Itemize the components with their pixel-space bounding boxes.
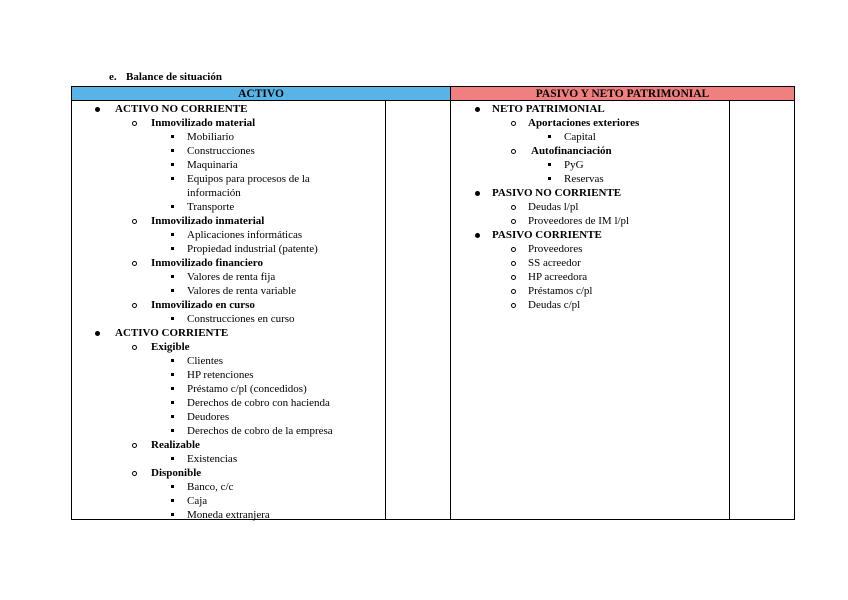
list-item: Inmovilizado material [72, 116, 385, 130]
list-item: Propiedad industrial (patente) [72, 242, 385, 256]
list-item: Proveedores [452, 242, 732, 256]
square-bullet-icon [171, 163, 174, 166]
bullet-icon [475, 233, 480, 238]
square-bullet-icon [171, 457, 174, 460]
circle-bullet-icon [511, 303, 516, 308]
list-item: Deudas c/pl [452, 298, 732, 312]
section-number: e. [109, 71, 117, 83]
circle-bullet-icon [511, 121, 516, 126]
square-bullet-icon [171, 247, 174, 250]
square-bullet-icon [171, 387, 174, 390]
square-bullet-icon [548, 135, 551, 138]
list-item: Inmovilizado inmaterial [72, 214, 385, 228]
pasivo-column [452, 102, 732, 312]
section-heading [109, 71, 222, 84]
activo-amount-divider [385, 101, 386, 519]
list-item: Banco, c/c [72, 480, 385, 494]
circle-bullet-icon [511, 261, 516, 266]
balance-table [71, 86, 795, 520]
square-bullet-icon [171, 485, 174, 488]
square-bullet-icon [171, 499, 174, 502]
list-item: Inmovilizado en curso [72, 298, 385, 312]
list-item: Préstamos c/pl [452, 284, 732, 298]
square-bullet-icon [171, 359, 174, 362]
square-bullet-icon [171, 177, 174, 180]
list-item: PASIVO CORRIENTE [452, 228, 732, 242]
pasivo-header: PASIVO Y NETO PATRIMONIAL [451, 87, 794, 101]
list-item: Clientes [72, 354, 385, 368]
list-item: Derechos de cobro con hacienda [72, 396, 385, 410]
square-bullet-icon [171, 513, 174, 516]
circle-bullet-icon [132, 121, 137, 126]
list-item: Aportaciones exteriores [452, 116, 732, 130]
list-item: Construcciones [72, 144, 385, 158]
circle-bullet-icon [132, 219, 137, 224]
column-divider [450, 101, 451, 519]
square-bullet-icon [548, 163, 551, 166]
list-item: Existencias [72, 452, 385, 466]
bullet-icon [95, 331, 100, 336]
list-item: HP retenciones [72, 368, 385, 382]
list-item: Deudas l/pl [452, 200, 732, 214]
list-item: Capital [452, 130, 732, 144]
list-item: Deudores [72, 410, 385, 424]
square-bullet-icon [171, 429, 174, 432]
square-bullet-icon [548, 177, 551, 180]
list-item: Construcciones en curso [72, 312, 385, 326]
list-item: SS acreedor [452, 256, 732, 270]
list-item: Inmovilizado financiero [72, 256, 385, 270]
list-item: Aplicaciones informáticas [72, 228, 385, 242]
bullet-icon [475, 107, 480, 112]
circle-bullet-icon [511, 219, 516, 224]
square-bullet-icon [171, 149, 174, 152]
list-item: Maquinaria [72, 158, 385, 172]
square-bullet-icon [171, 373, 174, 376]
square-bullet-icon [171, 415, 174, 418]
circle-bullet-icon [132, 443, 137, 448]
list-item: ACTIVO NO CORRIENTE [72, 102, 385, 116]
list-item: Caja [72, 494, 385, 508]
square-bullet-icon [171, 317, 174, 320]
list-item: Mobiliario [72, 130, 385, 144]
list-item: ACTIVO CORRIENTE [72, 326, 385, 340]
list-item: NETO PATRIMONIAL [452, 102, 732, 116]
list-item: Valores de renta variable [72, 284, 385, 298]
square-bullet-icon [171, 233, 174, 236]
list-item: Realizable [72, 438, 385, 452]
circle-bullet-icon [511, 247, 516, 252]
activo-header: ACTIVO [72, 87, 451, 101]
list-item: Autofinanciación [452, 144, 732, 158]
square-bullet-icon [171, 289, 174, 292]
bullet-icon [475, 191, 480, 196]
list-item: Reservas [452, 172, 732, 186]
circle-bullet-icon [511, 289, 516, 294]
circle-bullet-icon [511, 149, 516, 154]
circle-bullet-icon [132, 471, 137, 476]
list-item: Moneda extranjera [72, 508, 385, 522]
list-item: Exigible [72, 340, 385, 354]
bullet-icon [95, 107, 100, 112]
list-item: Equipos para procesos de la información [72, 172, 385, 200]
list-item: Préstamo c/pl (concedidos) [72, 382, 385, 396]
list-item: Transporte [72, 200, 385, 214]
square-bullet-icon [171, 401, 174, 404]
section-title: Balance de situación [126, 71, 222, 83]
list-item: PASIVO NO CORRIENTE [452, 186, 732, 200]
circle-bullet-icon [132, 303, 137, 308]
circle-bullet-icon [511, 205, 516, 210]
circle-bullet-icon [132, 345, 137, 350]
square-bullet-icon [171, 135, 174, 138]
square-bullet-icon [171, 275, 174, 278]
list-item: Disponible [72, 466, 385, 480]
list-item: HP acreedora [452, 270, 732, 284]
list-item: Derechos de cobro de la empresa [72, 424, 385, 438]
list-item: Valores de renta fija [72, 270, 385, 284]
activo-column [72, 102, 385, 522]
list-item: PyG [452, 158, 732, 172]
square-bullet-icon [171, 205, 174, 208]
circle-bullet-icon [132, 261, 137, 266]
circle-bullet-icon [511, 275, 516, 280]
list-item: Proveedores de IM l/pl [452, 214, 732, 228]
